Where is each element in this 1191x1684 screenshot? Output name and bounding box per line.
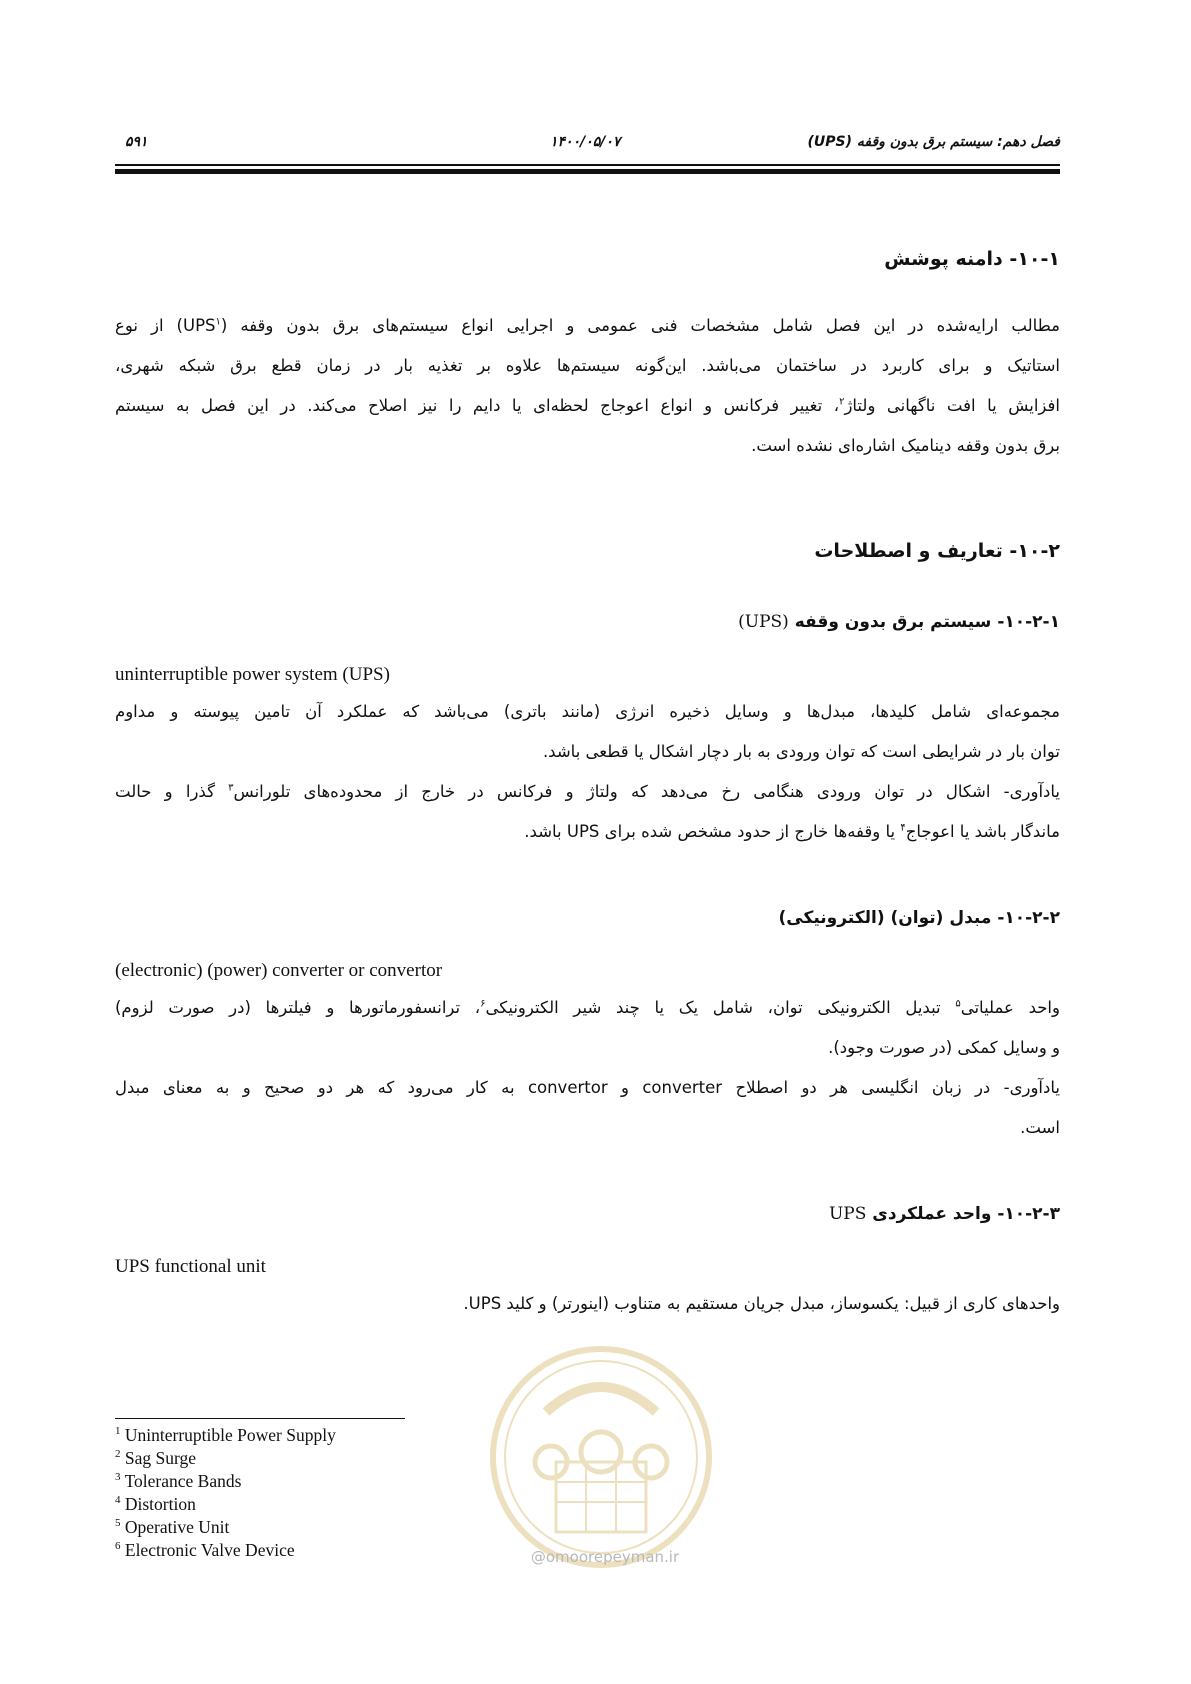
- section-heading-definitions: ۱۰-۲- تعاریف و اصطلاحات: [814, 540, 1060, 562]
- paragraph-line: واحدهای کاری از قبیل: یکسوساز، مبدل جریان مستقیم به متناوب (اینورتر) و کلید UPS.: [463, 1294, 1060, 1313]
- definition-heading-functional-unit: ۱۰-۲-۳- واحد عملکردی UPS: [828, 1204, 1060, 1224]
- paragraph-line: است.: [1020, 1118, 1060, 1137]
- page-header: [115, 134, 1060, 158]
- footnote-item: $^4$ Distortion: [115, 1494, 196, 1514]
- definition-heading-ups: ۱۰-۲-۱- سیستم برق بدون وقفه (UPS): [738, 612, 1060, 632]
- english-term-functional-unit: UPS functional unit: [115, 1256, 266, 1277]
- definition-body-functional-unit: [115, 1284, 1060, 1324]
- english-term-ups: uninterruptible power system (UPS): [115, 664, 390, 685]
- paragraph-line: مجموعه‌ای شامل کلیدها، مبدل‌ها و وسایل ذخیره انرژی (مانند باتری) می‌باشد که عملکرد آن تامین پیوسته و مداوم: [115, 702, 1060, 721]
- paragraph-line: ماندگار باشد یا اعوجاج$^۴$ یا وقفه‌ها خارج از حدود مشخص شده برای UPS باشد.: [524, 822, 1060, 841]
- section-heading-scope: ۱۰-۱- دامنه پوشش: [884, 248, 1060, 270]
- header-rule-thin: [115, 164, 1060, 166]
- paragraph-line: واحد عملیاتی$^۵$ تبدیل الکترونیکی توان، شامل یک یا چند شیر الکترونیکی$^۶$، ترانسفورماتورها و فیلترها (در صورت لزوم): [115, 998, 1060, 1017]
- paragraph-line: یادآوری- اشکال در توان ورودی هنگامی رخ می‌دهد که ولتاژ و فرکانس در خارج از محدوده‌های تلورانس$^۳$ گذرا و حالت: [115, 782, 1061, 801]
- footnote-item: $^1$ Uninterruptible Power Supply: [115, 1425, 336, 1445]
- watermark-logo-icon: [486, 1342, 716, 1572]
- header-rule-thick: [115, 169, 1060, 174]
- footnote-item: $^2$ Sag Surge: [115, 1448, 197, 1468]
- header-date: ۱۴۰۰/۰۵/۰۷: [550, 134, 621, 150]
- definition-body-ups: [115, 692, 1060, 852]
- definition-heading-converter: ۱۰-۲-۲- مبدل (توان) (الکترونیکی): [778, 908, 1060, 928]
- paragraph-line: مطالب ارایه‌شده در این فصل شامل مشخصات فنی عمومی و اجرایی انواع سیستم‌های برق بدون وقفه (UPS$^۱$) از نوع: [115, 316, 1060, 335]
- paragraph-line: افزایش یا افت ناگهانی ولتاژ$^۲$، تغییر فرکانس و انواع اعوجاج لحظه‌ای یا دایم را نیز اصلاح می‌کند. در این فصل به سیستم: [115, 396, 1060, 415]
- section-paragraph-scope: [115, 306, 1060, 466]
- paragraph-line: توان بار در شرایطی است که توان ورودی به بار دچار اشکال یا قطعی باشد.: [542, 742, 1060, 761]
- english-term-converter: (electronic) (power) converter or convertor: [115, 960, 443, 981]
- paragraph-line: و وسایل کمکی (در صورت وجود).: [828, 1038, 1060, 1057]
- paragraph-line: یادآوری- در زبان انگلیسی هر دو اصطلاح converter و convertor به کار می‌رود که هر دو صحیح و به معنای مبدل: [115, 1078, 1060, 1097]
- chapter-title: فصل دهم: سیستم برق بدون وقفه (UPS): [807, 134, 1060, 150]
- footnote-item: $^5$ Operative Unit: [115, 1517, 230, 1537]
- page-number: ۵۹۱: [125, 134, 148, 150]
- paragraph-line: استاتیک و برای کاربرد در ساختمان می‌باشد. این‌گونه سیستم‌ها علاوه بر تغذیه بار در زمان قطع برق شبکه شهری،: [115, 356, 1060, 375]
- definition-body-converter: [115, 988, 1060, 1148]
- watermark-text: @omoorepeyman.ir: [530, 1548, 680, 1566]
- footnote-item: $^3$ Tolerance Bands: [115, 1471, 242, 1491]
- footnotes: [115, 1424, 515, 1562]
- footnote-item: $^6$ Electronic Valve Device: [115, 1540, 295, 1560]
- footnote-rule: [115, 1418, 405, 1419]
- paragraph-line: برق بدون وقفه دینامیک اشاره‌ای نشده است.: [751, 436, 1060, 455]
